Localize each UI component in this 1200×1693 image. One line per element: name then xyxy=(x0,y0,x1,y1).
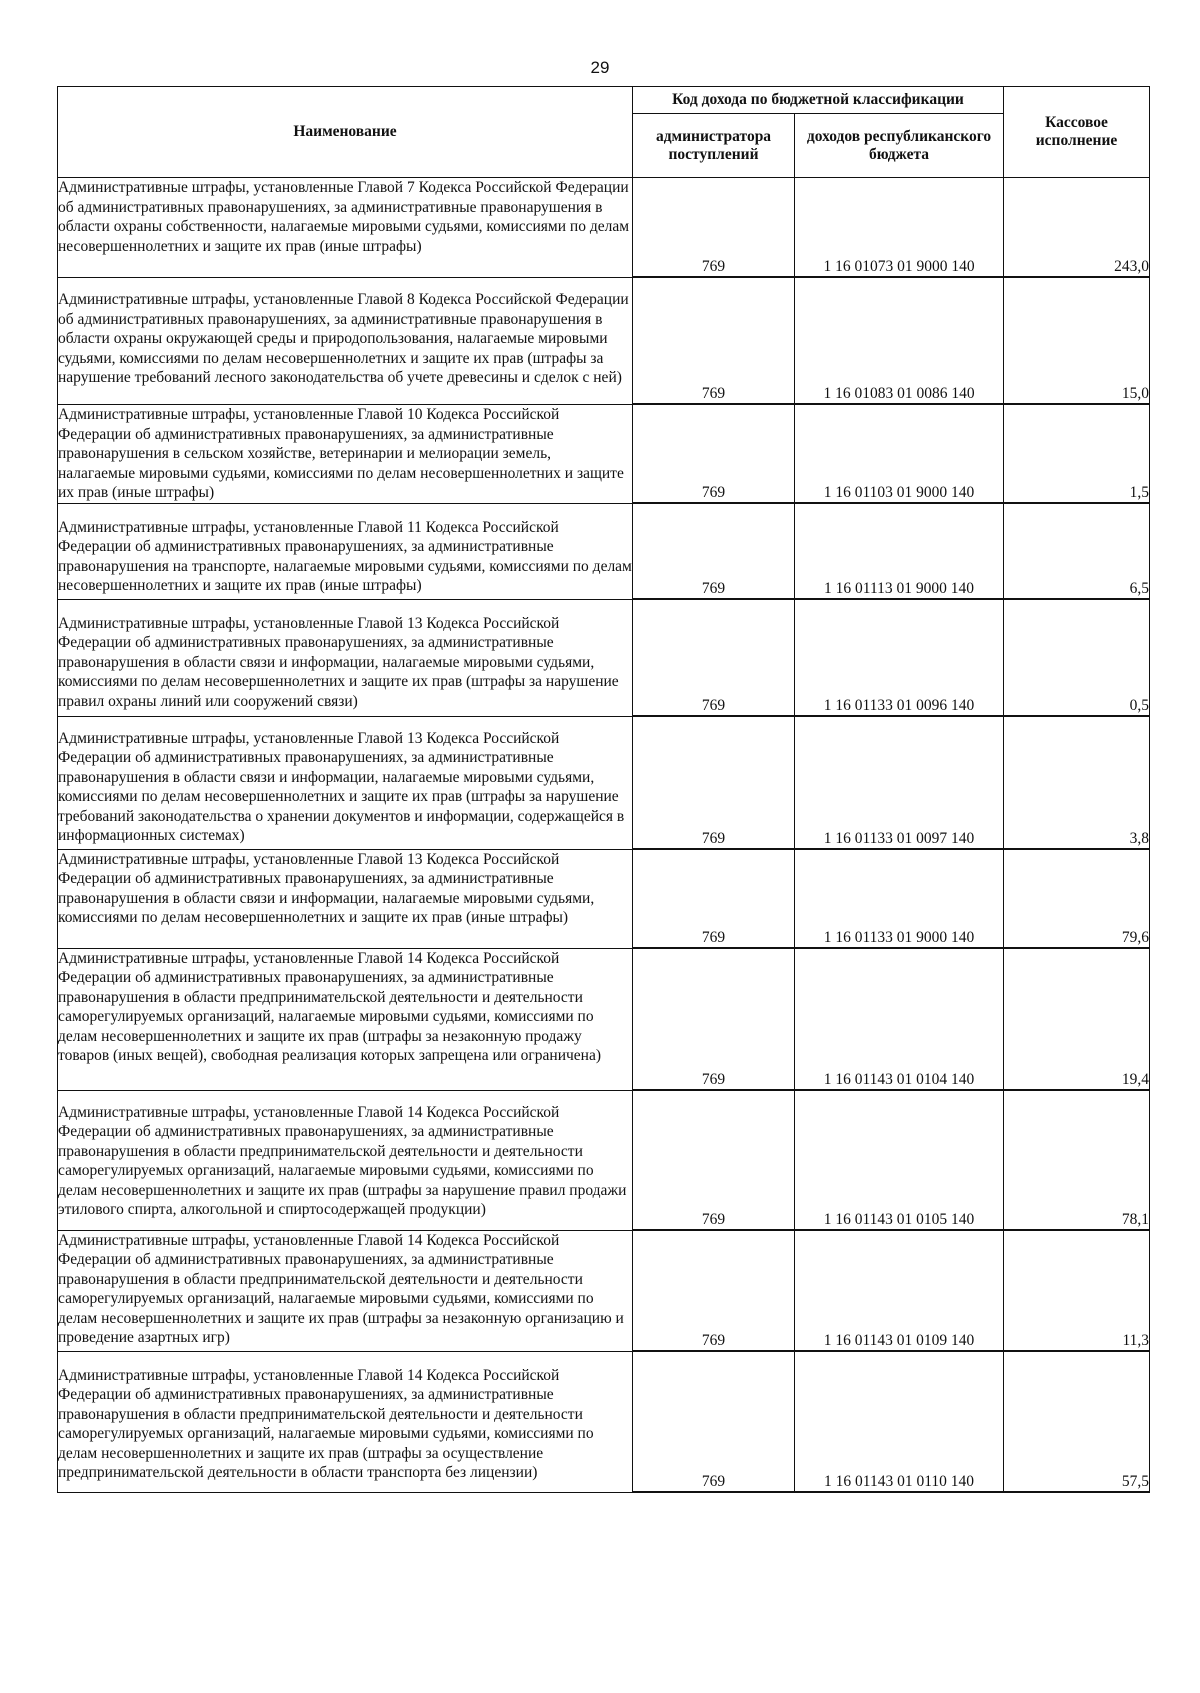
row-admin-code: 769 xyxy=(633,483,794,503)
row-amount: 11,3 xyxy=(1004,1331,1149,1351)
row-name: Административные штрафы, установленные Главой 10 Кодекса Российской Федерации об административных правонарушениях, за административные правонарушения в сельском хозяйстве, ветеринарии и мелиорации земель, налагаемые мировыми судьями, комиссиями по делам несовершеннолетних и защите их прав (иные штрафы) xyxy=(58,405,633,504)
row-name: Административные штрафы, установленные Главой 13 Кодекса Российской Федерации об административных правонарушениях, за административные правонарушения в области связи и информации, налагаемые мировыми судьями, комиссиями по делам несовершеннолетних и защите их прав (иные штрафы) xyxy=(58,849,633,948)
table-body xyxy=(58,178,1150,1493)
row-name: Административные штрафы, установленные Главой 13 Кодекса Российской Федерации об административных правонарушениях, за административные правонарушения в области связи и информации, налагаемые мировыми судьями, комиссиями по делам несовершеннолетних и защите их прав (штрафы за нарушение требований законодательства о хранении документов и информации, содержащейся в информационных системах) xyxy=(58,716,633,849)
row-admin-code: 769 xyxy=(633,696,794,716)
row-amount: 243,0 xyxy=(1004,257,1149,277)
row-income-code: 1 16 01113 01 9000 140 xyxy=(795,579,1003,599)
row-income-code: 1 16 01143 01 0105 140 xyxy=(795,1210,1003,1230)
row-admin-code: 769 xyxy=(633,1472,794,1492)
row-admin-code: 769 xyxy=(633,928,794,948)
row-income-code: 1 16 01143 01 0110 140 xyxy=(795,1472,1003,1492)
row-name: Административные штрафы, установленные Главой 11 Кодекса Российской Федерации об административных правонарушениях, за административные правонарушения на транспорте, налагаемые мировыми судьями, комиссиями по делам несовершеннолетних и защите их прав (иные штрафы) xyxy=(58,503,633,599)
table-row xyxy=(58,948,1150,1090)
row-name: Административные штрафы, установленные Главой 14 Кодекса Российской Федерации об административных правонарушениях, за административные правонарушения в области предпринимательской деятельности и деятельности саморегулируемых организаций, налагаемые мировыми судьями, комиссиями по делам несовершеннолетних и защите их прав (штрафы за нарушение правил продажи этилового спирта, алкогольной и спиртосодержащей продукции) xyxy=(58,1090,633,1230)
row-name: Административные штрафы, установленные Главой 8 Кодекса Российской Федерации об административных правонарушениях, за административные правонарушения в области охраны окружающей среды и природопользования, налагаемые мировыми судьями, комиссиями по делам несовершеннолетних и защите их прав (штрафы за нарушение требований лесного законодательства об учете древесины и сделок с ней) xyxy=(58,278,633,405)
row-admin-code: 769 xyxy=(633,1070,794,1090)
row-name: Административные штрафы, установленные Главой 14 Кодекса Российской Федерации об административных правонарушениях, за административные правонарушения в области предпринимательской деятельности и деятельности саморегулируемых организаций, налагаемые мировыми судьями, комиссиями по делам несовершеннолетних и защите их прав (штрафы за незаконную продажу товаров (иных вещей), свободная реализация которых запрещена или ограничена) xyxy=(58,948,633,1090)
table-row xyxy=(58,503,1150,599)
row-amount: 6,5 xyxy=(1004,579,1149,599)
header-amount: Кассовое исполнение xyxy=(1004,87,1150,178)
row-income-code: 1 16 01133 01 9000 140 xyxy=(795,928,1003,948)
row-amount: 19,4 xyxy=(1004,1070,1149,1090)
row-income-code: 1 16 01143 01 0109 140 xyxy=(795,1331,1003,1351)
table-row xyxy=(58,716,1150,849)
row-amount: 3,8 xyxy=(1004,829,1149,849)
table-row xyxy=(58,1090,1150,1230)
row-income-code: 1 16 01143 01 0104 140 xyxy=(795,1070,1003,1090)
row-admin-code: 769 xyxy=(633,257,794,277)
row-amount: 15,0 xyxy=(1004,384,1149,404)
row-amount: 57,5 xyxy=(1004,1472,1149,1492)
table-row xyxy=(58,849,1150,948)
row-admin-code: 769 xyxy=(633,1210,794,1230)
row-name: Административные штрафы, установленные Главой 7 Кодекса Российской Федерации об административных правонарушениях, за административные правонарушения в области охраны собственности, налагаемые мировыми судьями, комиссиями по делам несовершеннолетних и защите их прав (иные штрафы) xyxy=(58,178,633,278)
header-code-group: Код дохода по бюджетной классификации xyxy=(633,87,1004,114)
row-name: Административные штрафы, установленные Главой 13 Кодекса Российской Федерации об административных правонарушениях, за административные правонарушения в области связи и информации, налагаемые мировыми судьями, комиссиями по делам несовершеннолетних и защите их прав (штрафы за нарушение правил охраны линий или сооружений связи) xyxy=(58,599,633,716)
row-amount: 1,5 xyxy=(1004,483,1149,503)
row-income-code: 1 16 01133 01 0096 140 xyxy=(795,696,1003,716)
row-admin-code: 769 xyxy=(633,384,794,404)
table-row xyxy=(58,405,1150,504)
row-admin-code: 769 xyxy=(633,829,794,849)
header-name: Наименование xyxy=(58,87,633,178)
table-row xyxy=(58,178,1150,278)
budget-income-table xyxy=(57,86,1150,1493)
row-admin-code: 769 xyxy=(633,1331,794,1351)
row-amount: 78,1 xyxy=(1004,1210,1149,1230)
row-income-code: 1 16 01073 01 9000 140 xyxy=(795,257,1003,277)
row-name: Административные штрафы, установленные Главой 14 Кодекса Российской Федерации об административных правонарушениях, за административные правонарушения в области предпринимательской деятельности и деятельности саморегулируемых организаций, налагаемые мировыми судьями, комиссиями по делам несовершеннолетних и защите их прав (штрафы за осуществление предпринимательской деятельности в области транспорта без лицензии) xyxy=(58,1351,633,1492)
row-amount: 0,5 xyxy=(1004,696,1149,716)
row-admin-code: 769 xyxy=(633,579,794,599)
table-row xyxy=(58,1230,1150,1351)
header-admin: администратора поступлений xyxy=(633,114,795,178)
header-income-code: доходов республиканского бюджета xyxy=(795,114,1004,178)
row-income-code: 1 16 01083 01 0086 140 xyxy=(795,384,1003,404)
page-number: 29 xyxy=(590,58,610,77)
table-row xyxy=(58,1351,1150,1492)
row-name: Административные штрафы, установленные Главой 14 Кодекса Российской Федерации об административных правонарушениях, за административные правонарушения в области предпринимательской деятельности и деятельности саморегулируемых организаций, налагаемые мировыми судьями, комиссиями по делам несовершеннолетних и защите их прав (штрафы за незаконную организацию и проведение азартных игр) xyxy=(58,1230,633,1351)
row-amount: 79,6 xyxy=(1004,928,1149,948)
row-income-code: 1 16 01103 01 9000 140 xyxy=(795,483,1003,503)
row-income-code: 1 16 01133 01 0097 140 xyxy=(795,829,1003,849)
table-row xyxy=(58,278,1150,405)
table-row xyxy=(58,599,1150,716)
table-header xyxy=(58,87,1150,178)
